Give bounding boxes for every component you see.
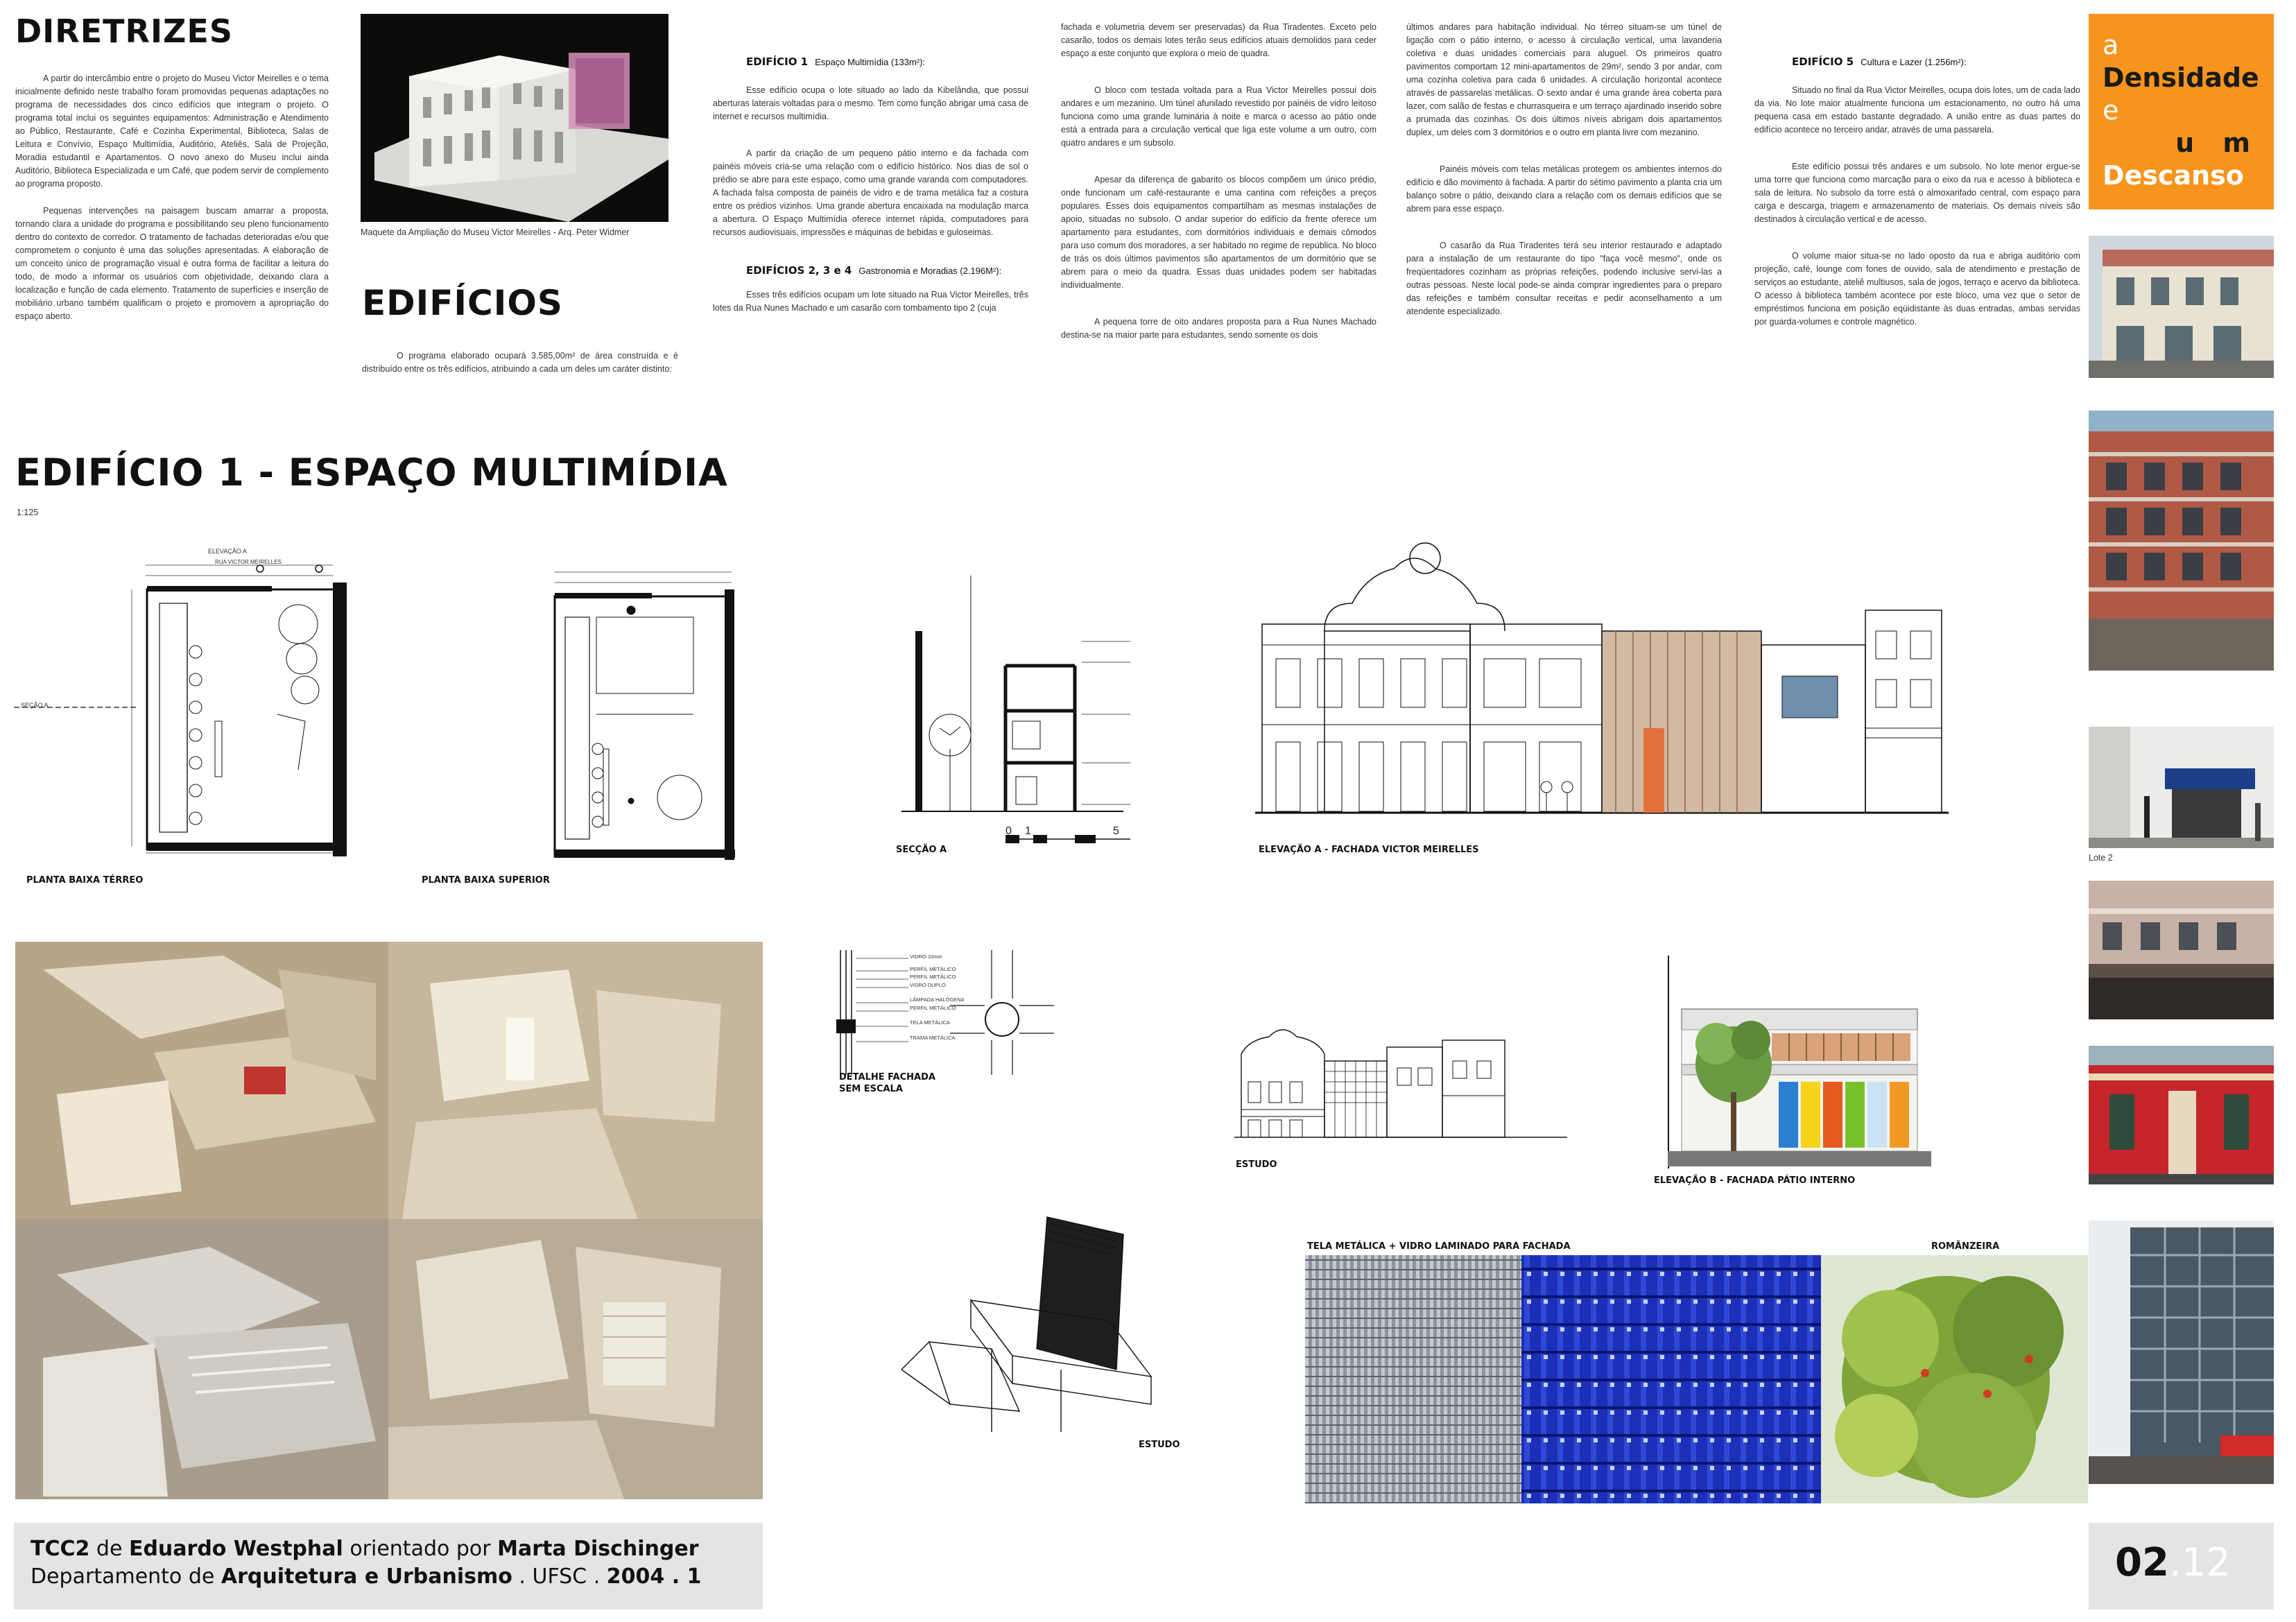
detail-label: LÂMPADA HALÓGENA [910,997,965,1003]
brand-line-a: a [2103,30,2119,60]
detalhe-label-l2: SEM ESCALA [839,1084,903,1094]
detail-label: VIDRO 10mm [910,954,942,960]
elevacao-a-drawing [1255,541,1949,818]
model-photo-1 [15,942,388,1219]
detail-label: TELA METÁLICA [910,1019,950,1026]
section-title: EDIFÍCIO 1 - ESPAÇO MULTIMÍDIA [15,451,728,494]
detail-label-list [910,953,965,1042]
brand-line-um: u m [2175,128,2260,158]
scale-bar-1: 1 [1025,825,1031,837]
rua-marker: RUA VICTOR MEIRELLES [215,559,282,565]
romanzeira-label: ROMÃNZEIRA [1931,1241,2000,1252]
footer-line-2: Departamento de Arquitetura e Urbanismo . UFSC . 2004 . 1 [31,1564,702,1589]
detalhe-fachada-drawing [832,950,1123,1075]
elevacao-a-label: ELEVAÇÃO A - FACHADA VICTOR MEIRELLES [1259,845,1479,855]
detail-label: TRAMA METÁLICA [910,1034,956,1041]
detalhe-label [839,1071,935,1095]
estudo-sketch-2 [888,1210,1172,1439]
model-photo-4 [388,1219,763,1499]
seccao-a-label: SECÇÃO A [896,845,947,855]
text-column-5 [1406,21,1722,332]
col5-p2: Painéis móveis com telas metálicas protegem os ambientes internos do edifício e dão movimento à fachada. A partir do sétimo pavimento a planta cria um balanço sobre o pátio, deixando clara a relação com os demais edifícios que se abrem para esse espaço. [1406,164,1722,214]
street-photo-2 [2089,411,2274,671]
romanzeira-photo [1821,1255,2088,1503]
model-photo-3 [15,1219,388,1499]
col4-p3: Apesar da diferença de gabarito os blocos compõem um único prédio, onde funcionam um café-restaurante e uma cantina com refeições a preços populares. Esses dois equipamentos compartilham as mesmas instalações de apoio, situadas no subsolo. O andar superior do edifício da frente oferece um apartamento para estudantes, com dormitórios individuais e demais cômodos para uso comum dos moradores, a ser habitado no regime de república. No bloco de trás os dois últimos pavimentos são apartamentos de um dormitório que se abrem para o meio da quadra. Essas duas unidades podem ser habitadas individualmente. [1061,175,1376,290]
brand-block [2089,14,2274,209]
col4-p4: A pequena torre de oito andares proposta para a Rua Nunes Machado destina-se na maior parte para estudantes, sendo somente os dois [1061,317,1376,340]
diretrizes-p1: A partir do intercâmbio entre o projeto do Museu Victor Meirelles e o tema inicialmente definido neste trabalho foram promovidas pequenas adaptações no programa de necessidades dos cinco edifícios que integram o projeto. O programa total inclui os seguintes equipamentos: Administração e Atendimento ao Público, Restaurante, Café e Cozinha Experimental, Biblioteca, Salas de Leitura e Convívio, Espaço Multimídia, Auditório, Ateliês, Sala de Projeção, Moradia estudantil e Apartamentos. O novo anexo do Museu inclui ainda Auditório, Biblioteca Especializada e um Café, que podem servir de complemento ao programa proposto. [15,74,329,189]
planta-superior-drawing [534,555,742,867]
diretrizes-text [15,72,329,337]
estudo2-label: ESTUDO [1139,1440,1180,1450]
text-column-3 [713,55,1028,329]
page-total: .12 [2168,1540,2231,1585]
edificio5-heading: EDIFÍCIO 5 Cultura e Lazer (1.256m²): [1792,55,1967,68]
scale-bar-5: 5 [1113,825,1119,837]
col6-p3: O volume maior situa-se no lado oposto da rua e abriga auditório com projeção, café, lounge com fones de ouvido, sala de atendimento e prestação de serviços ao estudante, ateliê multiusos, sala de jogos, terraço e acervo da biblioteca. O acesso à biblioteca também acontece por este bloco, uma vez que o setor de empréstimos funciona em posição eqüidistante às duas entradas, ambas servidas por guarda-volumes e controle magnético. [1754,251,2080,327]
col5-p1: últimos andares para habitação individual. No térreo situam-se um túnel de ligação com o pátio interno, o acesso à circulação vertical, uma lavanderia coletiva e duas unidades comerciais para aluguel. Os primeiros quatro pavimentos comportam 12 mini-apartamentos de 29m², sendo 3 por andar, com uma cozinha coletiva para cada 6 unidades. A circulação horizontal acontece através de passarelas metálicas. O sexto andar é uma grande área coberta para lazer, com salão de festas e churrasqueira e um terraço ajardinado inserido sobre a prumada das cozinhas. Os dois últimos níveis abrigam dois apartamentos duplex, um deles com 3 dormitórios e o outro em planta livre com mezanino. [1406,22,1722,137]
text-column-4 [1061,21,1376,356]
edificios-title: EDIFÍCIOS [362,283,563,323]
scale-label: 1:125 [17,508,39,517]
detalhe-label-l1: DETALHE FACHADA [839,1072,935,1082]
col4-p1: fachada e volumetria devem ser preservadas) da Rua Tiradentes. Exceto pelo casarão, todos os demais lotes terão seus edifícios atuais demolidos para ceder espaço a este conjunto que explora o meio de quadra. [1061,22,1376,58]
lote2-caption: Lote 2 [2089,853,2113,863]
detail-label: PERFIL METÁLICO [910,1004,956,1011]
edificios-p1: O programa elaborado ocupará 3.585,00m² de área construída e é distribuído entre os três edifícios, atribuindo a cada um deles um caráter distinto: [362,351,678,374]
brand-line-descanso: Descanso [2103,160,2244,191]
tela-metalica-photo [1305,1255,1521,1503]
detail-label: PERFIL METÁLICO [910,974,956,980]
street-photo-lote2 [2089,727,2274,848]
detail-label: PERFIL METÁLICO [910,965,956,972]
estudo-label: ESTUDO [1236,1159,1277,1170]
maquete-caption: Maquete da Ampliação do Museu Victor Meirelles - Arq. Peter Widmer [361,227,630,237]
brand-line-e: e [2103,95,2119,126]
edificio1-heading: EDIFÍCIO 1 Espaço Multimídia (133m²): [746,55,926,68]
scale-bar-0: 0 [1005,825,1012,837]
elevacao-b-label: ELEVAÇÃO B - FACHADA PÁTIO INTERNO [1654,1175,1856,1186]
seccao-a-drawing [901,576,1193,853]
planta-superior-label: PLANTA BAIXA SUPERIOR [422,875,550,886]
page-number-block [2089,1523,2274,1610]
col3-p1: Esse edifício ocupa o lote situado ao lado da Kibelândia, que possui aberturas laterais voltadas para o mesmo. Tem como função abrigar uma casa de internet e recursos multimídia. [713,85,1028,121]
footer-credit-block [14,1523,763,1610]
col6-p2: Este edifício possui três andares e um subsolo. No lote menor ergue-se uma torre que funciona como marcação para o eixo da rua e acesso à biblioteca e sala de leitura. No subsolo da torre está o almoxarifado central, com espaço para carga e descarga, triagem e armazenamento de materiais. Os demais níveis são destinados à circulação vertical e de acesso. [1754,162,2080,224]
street-photo-1 [2089,236,2274,378]
maquete-photo [361,14,668,222]
planta-terreo-drawing [14,548,361,874]
text-column-6 [1754,55,2080,343]
page-number: 02 [2115,1540,2169,1585]
elevacao-b-drawing [1668,954,1931,1168]
brand-line-densidade: Densidade [2103,62,2259,93]
col3-p2: A partir da criação de um pequeno pátio interno e da fachada com painéis móveis cria-se uma relação com o edifício histórico. Nos dias de sol o prédio se abre para este espaço, como uma grande varanda com computadores. A fachada falsa composta de painéis de vidro e de trama metálica faz a costura entre os prédios vizinhos. Uma grande abertura encaixada na modulação marca a abertura. O Espaço Multimídia oferece internet rápida, computadores para recursos audiovisuais, impressões e máquinas de bebidas e guloseimas. [713,148,1028,237]
secao-a-marker: SEÇÃO A [21,702,49,709]
col5-p3: O casarão da Rua Tiradentes terá seu interior restaurado e adaptado para a instalação de um restaurante do tipo "faça você mesmo", onde os freqüentadores cozinham as próprias refeições, podendo inclusive servi-las a outras pessoas. Neste local pode-se ainda comprar ingredientes para o preparo das refeições e também consultar receitas e pedir aconselhamento a um atendente especializado. [1406,241,1722,316]
detail-label: VIDRO DUPLO [910,981,946,988]
model-photo-2 [388,942,763,1219]
planta-terreo-label: PLANTA BAIXA TÉRREO [26,875,144,886]
col4-p2: O bloco com testada voltada para a Rua Victor Meirelles possui dois andares e um mezanino. Um túnel afunilado revestido por painéis de vidro leitoso funciona como uma grande luminária à noite e marca o acesso ao pátio onde está a entrada para a circulação vertical que liga este volume a um outro, com quatro andares e um subsolo. [1061,85,1376,148]
col6-p1: Situado no final da Rua Victor Meirelles, ocupa dois lotes, um de cada lado da via. No lote maior atualmente funciona um estacionamento, no outro há uma pequena casa em estado bastante degradado. A união entre as duas partes do edifício acontece no terceiro andar, através de uma passarela. [1754,85,2080,135]
col3-p3: Esses três edifícios ocupam um lote situado na Rua Victor Meirelles, três lotes da Rua Nunes Machado e um casarão com tombamento tipo 2 (cuja [713,290,1028,313]
diretrizes-title: DIRETRIZES [15,12,233,50]
tela-label: TELA METÁLICA + VIDRO LAMINADO PARA FACHADA [1307,1241,1571,1252]
diretrizes-p2: Pequenas intervenções na paisagem buscam amarrar a proposta, tornando clara a unidade do programa e possibilitando seu pleno funcionamento dentro do contexto de corredor. O tratamento de fachadas deterioradas e/ou que comprometem o conjunto é uma das soluções apresentadas. A elaboração de um conceito único de programação visual é outra forma de facilitar a leitura do todo, de modo a informar os usuários com objetividade, deixando clara a localização e função de cada elemento. Tratamento de superfícies e inserção de mobiliário urbano também qualificam o projeto e promovem a apropriação do espaço aberto. [15,206,329,321]
vidro-laminado-photo [1521,1255,1821,1503]
estudo-sketch-1 [1234,1006,1567,1144]
street-photo-5 [2089,1046,2274,1184]
street-photo-6 [2089,1220,2274,1484]
edificios-text [362,350,678,390]
footer-line-1: TCC2 de Eduardo Westphal orientado por Marta Dischinger [31,1537,699,1561]
street-photo-4 [2089,881,2274,1019]
elevacao-a-marker: ELEVAÇÃO A [208,548,247,555]
edificios234-heading: EDIFÍCIOS 2, 3 e 4 Gastronomia e Moradias (2.196M²): [746,264,1002,277]
